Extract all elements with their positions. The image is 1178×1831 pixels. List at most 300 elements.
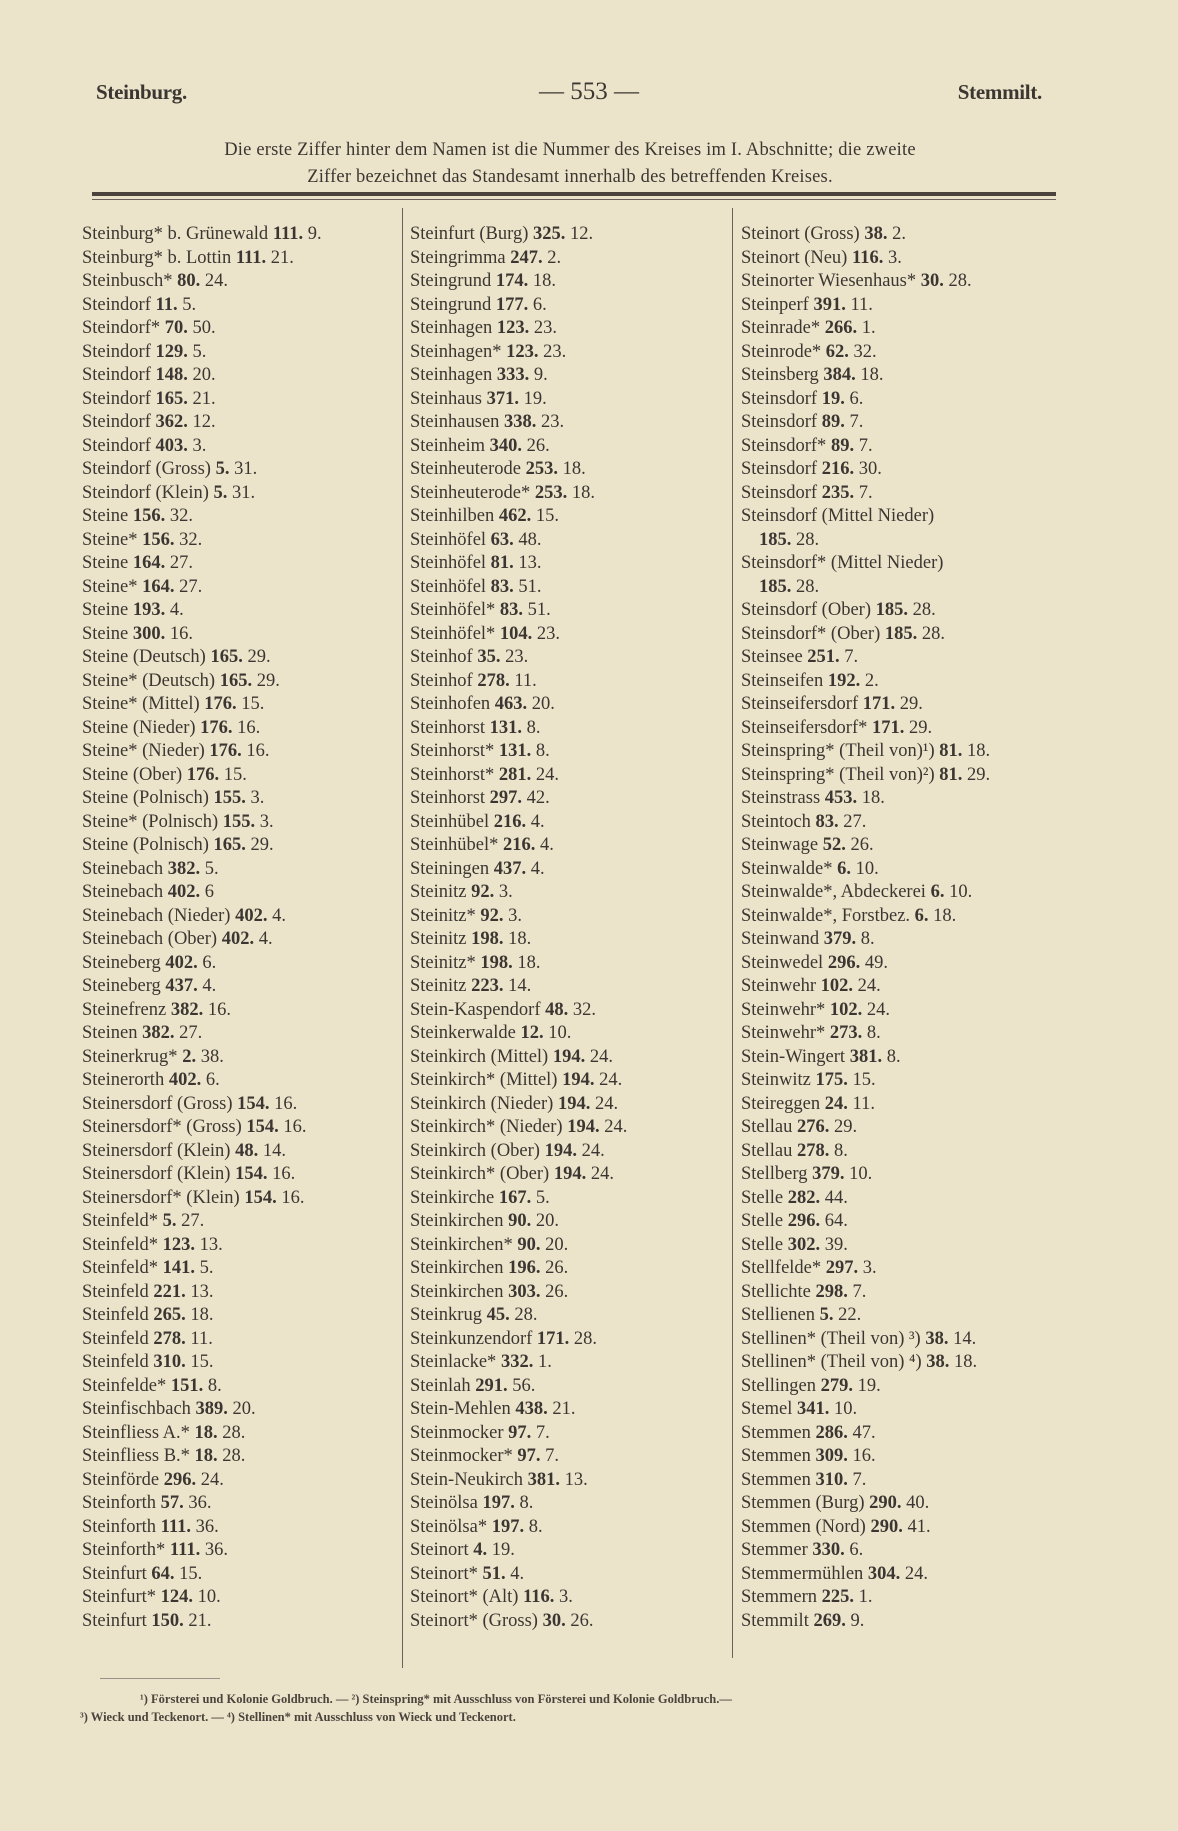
entry-numbers xyxy=(915,906,957,926)
place-name: Stemmer xyxy=(741,1540,808,1560)
kreis-number: 167. xyxy=(498,1187,532,1208)
standesamt-number: 29. xyxy=(899,694,923,714)
kreis-number: 223. xyxy=(471,976,504,996)
entry-numbers xyxy=(504,412,564,432)
index-entry xyxy=(410,811,627,835)
place-name: Steine (Polnisch) xyxy=(82,788,209,808)
standesamt-number: 28. xyxy=(514,1305,538,1325)
standesamt-number: 3. xyxy=(192,435,207,456)
place-name: Steinforth* xyxy=(82,1540,166,1560)
index-entry xyxy=(82,1022,322,1046)
kreis-number: 154. xyxy=(235,1164,268,1184)
place-name: Steindorf xyxy=(82,365,151,385)
standesamt-number: 44. xyxy=(824,1187,848,1208)
kreis-number: 81. xyxy=(490,553,514,573)
index-entry xyxy=(741,1422,990,1446)
index-entry xyxy=(82,881,322,905)
entry-numbers xyxy=(528,1470,588,1490)
index-entry xyxy=(410,1234,627,1258)
index-entry xyxy=(410,905,627,929)
place-name: Steindorf xyxy=(82,435,151,456)
place-name: Steinkirch* (Ober) xyxy=(410,1164,550,1184)
index-entry xyxy=(82,834,322,858)
index-entry xyxy=(82,1234,322,1258)
entry-numbers xyxy=(161,1517,219,1537)
standesamt-number: 8. xyxy=(834,1140,848,1161)
standesamt-number: 8. xyxy=(526,717,541,738)
index-entry xyxy=(82,1116,322,1140)
entry-numbers xyxy=(216,459,258,479)
standesamt-number: 36. xyxy=(188,1493,212,1513)
standesamt-number: 12. xyxy=(569,224,594,244)
standesamt-number: 48. xyxy=(518,529,542,550)
standesamt-number: 1. xyxy=(858,1587,873,1607)
index-entry xyxy=(82,1445,322,1469)
place-name: Steinfliess A.* xyxy=(82,1422,190,1443)
index-entry xyxy=(410,881,627,905)
entry-numbers xyxy=(151,1564,202,1584)
entry-numbers xyxy=(822,459,882,479)
entry-numbers xyxy=(931,882,973,902)
index-entry xyxy=(741,1539,990,1563)
index-entry xyxy=(82,811,322,835)
place-name: Steinlah xyxy=(410,1375,471,1396)
kreis-number: 402. xyxy=(221,929,255,949)
standesamt-number: 10. xyxy=(855,858,879,879)
standesamt-number: 16. xyxy=(169,623,193,644)
entry-numbers xyxy=(495,694,555,714)
place-name: Steinsdorf xyxy=(741,388,818,409)
entry-numbers xyxy=(155,412,215,432)
entry-numbers xyxy=(482,1493,533,1513)
entry-numbers xyxy=(506,342,566,362)
kreis-number: 278. xyxy=(797,1140,830,1161)
index-entry xyxy=(410,435,627,459)
kreis-number: 193. xyxy=(132,600,166,620)
entry-numbers xyxy=(480,953,540,973)
kreis-number: 89. xyxy=(821,412,845,432)
kreis-number: 310. xyxy=(153,1352,186,1372)
entry-numbers xyxy=(223,812,274,832)
kreis-number: 297. xyxy=(489,788,523,808)
entry-numbers xyxy=(214,788,265,808)
entry-numbers xyxy=(480,906,522,926)
standesamt-number: 15. xyxy=(241,694,265,714)
kreis-number: 453. xyxy=(824,788,858,808)
place-name: Steinsdorf* (Mittel Nieder) xyxy=(741,553,944,573)
entry-numbers xyxy=(822,483,873,503)
index-entry xyxy=(82,1328,322,1352)
kreis-number: 175. xyxy=(815,1070,848,1090)
standesamt-number: 15. xyxy=(852,1070,876,1090)
place-name: Steinebach (Ober) xyxy=(82,929,218,949)
entry-numbers xyxy=(153,1282,213,1302)
kreis-number: 196. xyxy=(508,1258,541,1278)
index-entry xyxy=(82,623,322,647)
kreis-number: 198. xyxy=(471,929,504,949)
entry-numbers xyxy=(497,318,557,338)
entry-numbers xyxy=(825,1094,875,1114)
place-name: Steinsdorf xyxy=(741,459,818,479)
entry-numbers xyxy=(797,1117,857,1137)
entry-numbers xyxy=(500,624,560,644)
index-entry xyxy=(410,999,627,1023)
kreis-number: 156. xyxy=(142,529,175,550)
entry-numbers xyxy=(826,1258,877,1278)
standesamt-number: 5. xyxy=(199,1258,214,1278)
standesamt-number: 24. xyxy=(589,1046,613,1067)
kreis-number: 52. xyxy=(822,835,846,855)
entry-numbers xyxy=(187,765,247,785)
entry-numbers xyxy=(133,506,193,526)
standesamt-number: 18. xyxy=(508,929,532,949)
index-entry xyxy=(741,270,990,294)
kreis-number: 251. xyxy=(807,647,840,667)
index-entry xyxy=(82,1610,322,1634)
entry-numbers xyxy=(161,1587,221,1607)
entry-numbers xyxy=(490,718,541,738)
standesamt-number: 32. xyxy=(853,341,877,362)
index-entry xyxy=(410,1069,627,1093)
footnote-line: ¹) Försterei und Kolonie Goldbruch. — ²) Steinspring* mit Ausschluss von Försterei und Kolonie Goldbruch.— xyxy=(140,1692,732,1706)
standesamt-number: 41. xyxy=(907,1516,931,1537)
standesamt-number: 24. xyxy=(590,1164,614,1184)
index-entry xyxy=(410,364,627,388)
index-entry xyxy=(410,223,627,247)
place-name: Steinrode* xyxy=(741,341,822,362)
place-name: Steinförde xyxy=(82,1469,160,1490)
index-entry xyxy=(82,341,322,365)
kreis-number: 341. xyxy=(797,1399,830,1419)
standesamt-number: 16. xyxy=(237,717,261,738)
place-name: Steinwitz xyxy=(741,1070,811,1090)
kreis-number: 291. xyxy=(475,1375,508,1396)
entry-numbers xyxy=(195,1446,246,1466)
place-name: Steinkirch (Mittel) xyxy=(410,1046,549,1067)
index-entry xyxy=(741,435,990,459)
index-entry xyxy=(410,1022,627,1046)
index-entry xyxy=(741,388,990,412)
standesamt-number: 13. xyxy=(190,1281,214,1302)
kreis-number: 282. xyxy=(787,1187,821,1208)
kreis-number: 402. xyxy=(168,1070,202,1090)
index-entry xyxy=(741,1445,990,1469)
index-entry xyxy=(741,1210,990,1234)
kreis-number: 194. xyxy=(544,1140,577,1161)
index-entry xyxy=(741,1140,990,1164)
entry-numbers xyxy=(533,224,593,244)
index-entry xyxy=(741,717,990,741)
index-entry xyxy=(741,881,990,905)
kreis-number: 154. xyxy=(246,1117,279,1137)
index-entry xyxy=(410,1304,627,1328)
index-entry xyxy=(410,1445,627,1469)
kreis-number: 290. xyxy=(869,1493,902,1513)
index-entry xyxy=(741,1187,990,1211)
place-name: Steine* (Mittel) xyxy=(82,694,200,714)
entry-numbers xyxy=(508,1423,550,1443)
index-entry xyxy=(82,1093,322,1117)
entry-numbers xyxy=(508,1282,568,1302)
entry-numbers xyxy=(246,1117,306,1137)
kreis-number: 462. xyxy=(498,506,532,526)
standesamt-number: 28. xyxy=(573,1328,598,1349)
entry-numbers xyxy=(921,271,972,291)
entry-numbers xyxy=(237,1094,297,1114)
entry-numbers xyxy=(864,224,906,244)
entry-numbers xyxy=(828,671,879,691)
kreis-number: 83. xyxy=(499,600,524,620)
standesamt-number: 38. xyxy=(200,1046,224,1067)
standesamt-number: 4. xyxy=(169,600,184,620)
index-entry xyxy=(82,317,322,341)
place-name: Steinforth xyxy=(82,1516,156,1537)
index-entry xyxy=(82,364,322,388)
kreis-number: 278. xyxy=(153,1328,186,1349)
entry-numbers xyxy=(821,1376,881,1396)
kreis-number: 304. xyxy=(867,1563,901,1584)
index-entry xyxy=(82,1375,322,1399)
entry-numbers xyxy=(482,1564,524,1584)
place-name: Stelle xyxy=(741,1187,784,1208)
kreis-number: 403. xyxy=(155,435,188,456)
index-entry xyxy=(410,482,627,506)
entry-numbers xyxy=(196,1399,256,1419)
index-entry xyxy=(410,341,627,365)
kreis-number: 6. xyxy=(837,858,851,879)
standesamt-number: 26. xyxy=(570,1610,594,1631)
index-entry xyxy=(82,975,322,999)
standesamt-number: 18. xyxy=(860,365,884,385)
standesamt-number: 23. xyxy=(533,318,557,338)
entry-numbers xyxy=(788,1211,848,1231)
standesamt-number: 24. xyxy=(594,1093,619,1114)
entry-numbers xyxy=(830,1000,890,1020)
place-name: Steinrade* xyxy=(741,318,821,338)
entry-numbers xyxy=(567,1117,627,1137)
entry-numbers xyxy=(477,671,536,691)
place-name: Steinerorth xyxy=(82,1070,165,1090)
standesamt-number: 7. xyxy=(858,435,873,456)
standesamt-number: 20. xyxy=(232,1399,256,1419)
standesamt-number: 13. xyxy=(518,553,542,573)
place-name: Steinhofen xyxy=(410,694,491,714)
kreis-number: 382. xyxy=(170,999,204,1020)
entry-numbers xyxy=(822,389,864,409)
place-name: Steinfeld xyxy=(82,1281,149,1302)
kreis-number: 298. xyxy=(815,1281,848,1302)
place-name: Steinhübel* xyxy=(410,835,499,855)
entry-numbers xyxy=(825,788,885,808)
standesamt-number: 3. xyxy=(559,1587,573,1607)
place-name: Steinkirchen xyxy=(410,1281,504,1302)
place-name: Steinhausen xyxy=(410,412,500,432)
place-name: Steinburg* b. Lottin xyxy=(82,247,232,268)
kreis-number: 253. xyxy=(534,482,568,503)
place-name: Steinhaus xyxy=(410,388,482,409)
index-entry xyxy=(410,529,627,553)
kreis-number: 111. xyxy=(272,224,304,244)
standesamt-number: 31. xyxy=(232,482,256,503)
standesamt-number: 23. xyxy=(543,341,567,362)
index-entry xyxy=(741,811,990,835)
place-name: Steinfeld xyxy=(82,1328,149,1349)
place-name: Stemmen xyxy=(741,1469,811,1490)
place-name: Steinlacke* xyxy=(410,1352,497,1372)
standesamt-number: 8. xyxy=(866,1023,881,1043)
index-entry xyxy=(410,834,627,858)
kreis-number: 198. xyxy=(480,952,513,973)
kreis-number: 151. xyxy=(170,1375,204,1396)
index-entry xyxy=(741,458,990,482)
kreis-number: 197. xyxy=(491,1516,525,1537)
place-name: Steine* (Nieder) xyxy=(82,741,205,761)
standesamt-number: 7. xyxy=(852,1281,867,1302)
entry-numbers xyxy=(168,882,214,902)
standesamt-number: 27. xyxy=(179,1023,203,1043)
standesamt-number: 32. xyxy=(179,529,203,550)
entry-numbers xyxy=(499,765,559,785)
kreis-number: 286. xyxy=(815,1422,848,1443)
kreis-number: 155. xyxy=(222,811,256,832)
double-rule-thick xyxy=(92,192,1056,196)
place-name: Stellichte xyxy=(741,1281,811,1302)
kreis-number: 216. xyxy=(503,835,536,855)
entry-numbers xyxy=(171,1376,222,1396)
index-entry xyxy=(741,317,990,341)
kreis-number: 116. xyxy=(851,247,884,268)
standesamt-number: 32. xyxy=(572,999,596,1020)
index-entry xyxy=(741,341,990,365)
index-entry xyxy=(741,294,990,318)
entry-numbers xyxy=(816,1282,867,1302)
index-entry xyxy=(410,1210,627,1234)
kreis-number: 165. xyxy=(210,647,243,667)
standesamt-number: 29. xyxy=(834,1117,858,1137)
kreis-number: 38. xyxy=(925,1328,949,1349)
index-entry xyxy=(82,1163,322,1187)
kreis-number: 148. xyxy=(155,365,188,385)
standesamt-number: 27. xyxy=(169,553,193,573)
standesamt-number: 16. xyxy=(274,1093,298,1114)
standesamt-number: 39. xyxy=(824,1234,848,1255)
place-name: Steinhöfel xyxy=(410,553,487,573)
entry-numbers xyxy=(821,976,881,996)
place-name: Steine (Ober) xyxy=(82,764,183,785)
kreis-number: 379. xyxy=(823,929,857,949)
entry-numbers xyxy=(816,1423,876,1443)
place-name: Steinsdorf xyxy=(741,482,818,503)
place-name: Steinperf xyxy=(741,294,809,315)
entry-numbers xyxy=(133,553,193,573)
place-name: Steinwehr* xyxy=(741,1023,826,1043)
place-name: Steinbusch* xyxy=(82,271,173,291)
entry-numbers xyxy=(869,1493,929,1513)
index-entry xyxy=(410,1187,627,1211)
index-entry xyxy=(410,975,627,999)
entry-numbers xyxy=(471,976,531,996)
entry-numbers xyxy=(939,741,990,761)
entry-numbers xyxy=(508,1211,559,1231)
entry-numbers xyxy=(164,1470,224,1490)
entry-numbers xyxy=(475,1376,535,1396)
index-entry xyxy=(741,787,990,811)
kreis-number: 402. xyxy=(165,952,198,973)
place-name: Stemmen (Nord) xyxy=(741,1516,866,1537)
kreis-number: 131. xyxy=(489,717,523,738)
index-entry xyxy=(82,670,322,694)
index-entry xyxy=(741,411,990,435)
entry-numbers xyxy=(788,1235,848,1255)
index-entry xyxy=(410,1469,627,1493)
place-name: Steinefrenz xyxy=(82,999,167,1020)
place-name: Stellinen* (Theil von) ⁴) xyxy=(741,1352,922,1372)
entry-numbers xyxy=(133,600,184,620)
entry-numbers xyxy=(816,1470,867,1490)
kreis-number: 325. xyxy=(532,224,566,244)
index-entry xyxy=(82,787,322,811)
entry-numbers xyxy=(168,859,219,879)
kreis-number: 176. xyxy=(200,717,233,738)
index-entry xyxy=(82,1469,322,1493)
index-entry xyxy=(741,505,990,552)
kreis-number: 38. xyxy=(864,224,888,244)
index-entry xyxy=(741,1069,990,1093)
place-name: Steine (Polnisch) xyxy=(82,835,209,855)
entry-numbers xyxy=(491,530,542,550)
entry-numbers xyxy=(510,248,561,268)
standesamt-number: 11. xyxy=(852,1093,875,1114)
standesamt-number: 7. xyxy=(844,647,859,667)
entry-numbers xyxy=(236,248,294,268)
entry-numbers xyxy=(487,389,547,409)
place-name: Steinwedel xyxy=(741,952,824,973)
entry-numbers xyxy=(244,1188,304,1208)
standesamt-number: 1. xyxy=(537,1352,552,1372)
index-entry xyxy=(741,1046,990,1070)
index-entry xyxy=(410,623,627,647)
place-name: Steinitz* xyxy=(410,905,476,926)
index-column-3 xyxy=(741,223,990,1633)
kreis-number: 35. xyxy=(477,647,501,667)
standesamt-number: 6. xyxy=(532,294,547,315)
entry-numbers xyxy=(813,1611,864,1631)
place-name: Steinkirchen* xyxy=(410,1234,513,1255)
kreis-number: 371. xyxy=(486,388,519,409)
standesamt-number: 28. xyxy=(796,529,820,550)
standesamt-number: 9. xyxy=(533,365,548,385)
kreis-number: 2. xyxy=(182,1046,197,1067)
index-entry xyxy=(82,693,322,717)
place-name: Stellingen xyxy=(741,1375,817,1396)
entry-numbers xyxy=(939,765,990,785)
standesamt-number: 7. xyxy=(535,1422,550,1443)
standesamt-number: 8. xyxy=(207,1375,222,1396)
entry-numbers xyxy=(494,859,545,879)
kreis-number: 154. xyxy=(244,1187,277,1208)
index-entry xyxy=(82,576,322,600)
entry-numbers xyxy=(517,1235,568,1255)
place-name: Steiningen xyxy=(410,858,490,879)
standesamt-number: 20. xyxy=(535,1211,560,1231)
kreis-number: 18. xyxy=(194,1422,218,1443)
entry-numbers xyxy=(171,1000,231,1020)
index-entry xyxy=(410,1610,627,1634)
standesamt-number: 7. xyxy=(858,482,873,503)
entry-numbers xyxy=(165,318,216,338)
entry-numbers xyxy=(562,1070,622,1090)
standesamt-number: 15. xyxy=(179,1563,203,1584)
